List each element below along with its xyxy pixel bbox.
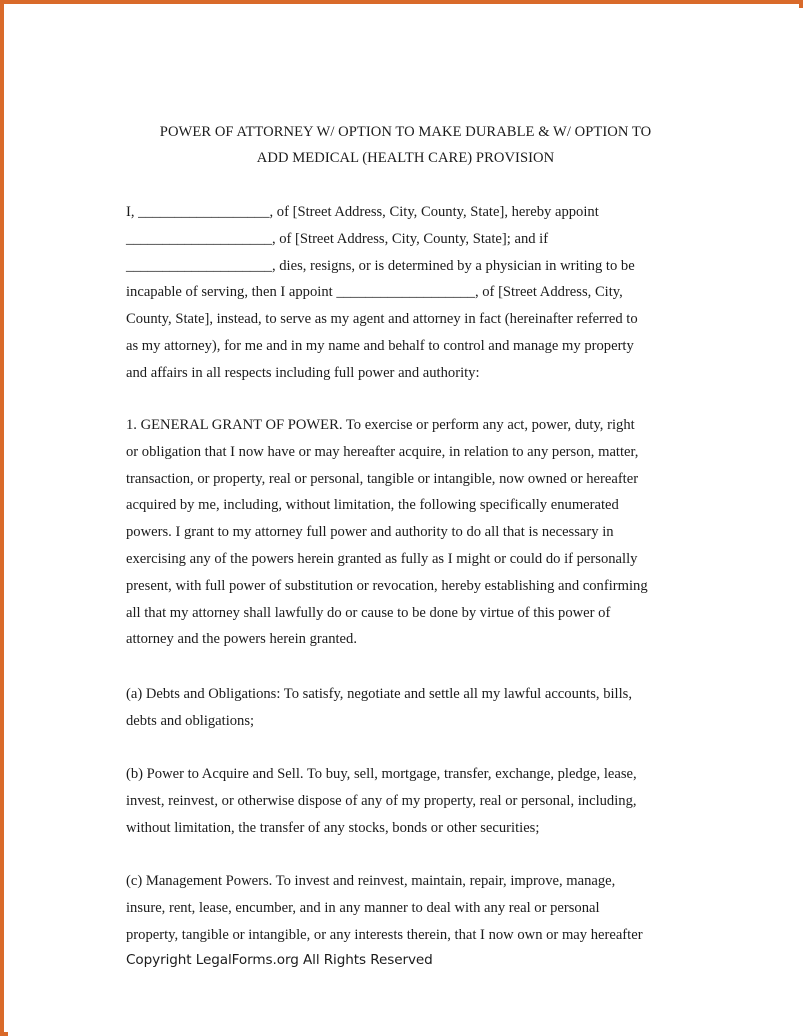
document-title: [8, 119, 803, 171]
text-line: debts and obligations;: [126, 712, 255, 729]
text-line: (b) Power to Acquire and Sell. To buy, sell, mortgage, transfer, exchange, pledge, lease,: [126, 766, 637, 782]
text-line: all that my attorney shall lawfully do or cause to be done by virtue of this power of: [126, 604, 611, 621]
title-line: ADD MEDICAL (HEALTH CARE) PROVISION: [256, 150, 555, 166]
text-line: and affairs in all respects including full power and authority:: [126, 364, 480, 381]
acquire-sell-paragraph: [126, 761, 686, 841]
appointment-paragraph: [126, 199, 686, 387]
text-line: (c) Management Powers. To invest and reinvest, maintain, repair, improve, manage,: [126, 873, 616, 889]
text-line: ____________________, dies, resigns, or is determined by a physician in writing to be: [126, 257, 635, 274]
document-page: [8, 8, 803, 1036]
management-powers-paragraph: [126, 868, 686, 948]
text-line: invest, reinvest, or otherwise dispose of any of my property, real or personal, including,: [126, 792, 637, 809]
text-line: incapable of serving, then I appoint ___________________, of [Street Address, City,: [126, 284, 623, 301]
text-line: transaction, or property, real or personal, tangible or intangible, now owned or hereafter: [126, 470, 639, 487]
text-line: County, State], instead, to serve as my agent and attorney in fact (hereinafter referred to: [126, 311, 638, 328]
text-line: property, tangible or intangible, or any interests therein, that I now own or may hereafter: [126, 926, 643, 943]
text-line: powers. I grant to my attorney full power and authority to do all that is necessary in: [126, 524, 614, 541]
title-line: POWER OF ATTORNEY W/ OPTION TO MAKE DURABLE & W/ OPTION TO: [159, 124, 652, 140]
copyright-footer: Copyright LegalForms.org All Rights Reserved: [126, 952, 433, 968]
debts-obligations-paragraph: [126, 681, 686, 735]
text-line: attorney and the powers herein granted.: [126, 631, 357, 648]
general-grant-paragraph: [126, 412, 686, 653]
text-line: I, __________________, of [Street Address, City, County, State], hereby appoint: [126, 204, 599, 220]
text-line: as my attorney), for me and in my name and behalf to control and manage my property: [126, 337, 634, 354]
text-line: present, with full power of substitution or revocation, hereby establishing and confirming: [126, 577, 648, 594]
text-line: (a) Debts and Obligations: To satisfy, negotiate and settle all my lawful accounts, bills,: [126, 686, 632, 702]
text-line: insure, rent, lease, encumber, and in any manner to deal with any real or personal: [126, 899, 600, 916]
text-line: 1. GENERAL GRANT OF POWER. To exercise or perform any act, power, duty, right: [126, 417, 635, 433]
text-line: exercising any of the powers herein granted as fully as I might or could do if personally: [126, 550, 638, 567]
text-line: acquired by me, including, without limitation, the following specifically enumerated: [126, 497, 619, 514]
text-line: ____________________, of [Street Address, City, County, State]; and if: [126, 230, 549, 247]
text-line: without limitation, the transfer of any stocks, bonds or other securities;: [126, 819, 540, 836]
text-line: or obligation that I now have or may hereafter acquire, in relation to any person, matter,: [126, 443, 639, 460]
